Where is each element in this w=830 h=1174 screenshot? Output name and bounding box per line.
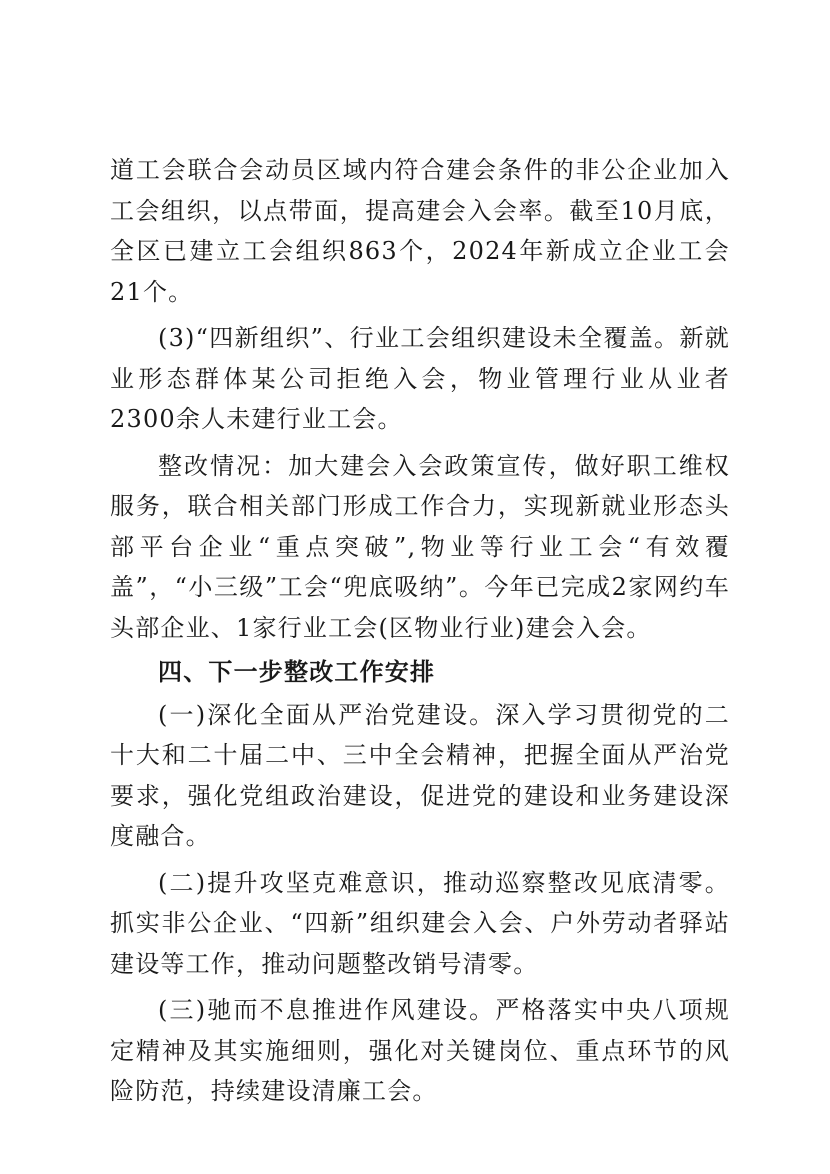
paragraph-item-3: (3)“四新组织”、行业工会组织建设未全覆盖。新就业形态群体某公司拒绝入会，物业管理行业从业者2300余人未建行业工会。	[110, 324, 730, 433]
list-item-3: (三)驰而不息推进作风建设。严格落实中央八项规定精神及其实施细则，强化对关键岗位、重点环节的风险防范，持续建设清廉工会。	[110, 996, 730, 1105]
list-item-2: (二)提升攻坚克难意识，推动巡察整改见底清零。抓实非公企业、“四新”组织建会入会、户外劳动者驿站建设等工作，推动问题整改销号清零。	[110, 868, 730, 978]
paragraph-continuation: 道工会联合会动员区域内符合建会条件的非公企业加入工会组织，以点带面，提高建会入会率。截至10月底，全区已建立工会组织863个，2024年新成立企业工会21个。	[110, 156, 730, 306]
paragraph-rectification: 整改情况：加大建会入会政策宣传，做好职工维权服务，联合相关部门形成工作合力，实现新就业形态头部平台企业“重点突破”,物业等行业工会“有效覆盖”，“小三级”工会“兜底吸纳”。今年已完成2家网约车头部企业、1家行业工会(区物业行业)建会入会。	[110, 451, 730, 642]
document-body	[110, 150, 730, 1112]
list-item-1: (一)深化全面从严治党建设。深入学习贯彻党的二十大和二十届二中、三中全会精神，把握全面从严治党要求，强化党组政治建设，促进党的建设和业务建设深度融合。	[110, 700, 730, 850]
section-heading: 四、下一步整改工作安排	[158, 658, 436, 686]
